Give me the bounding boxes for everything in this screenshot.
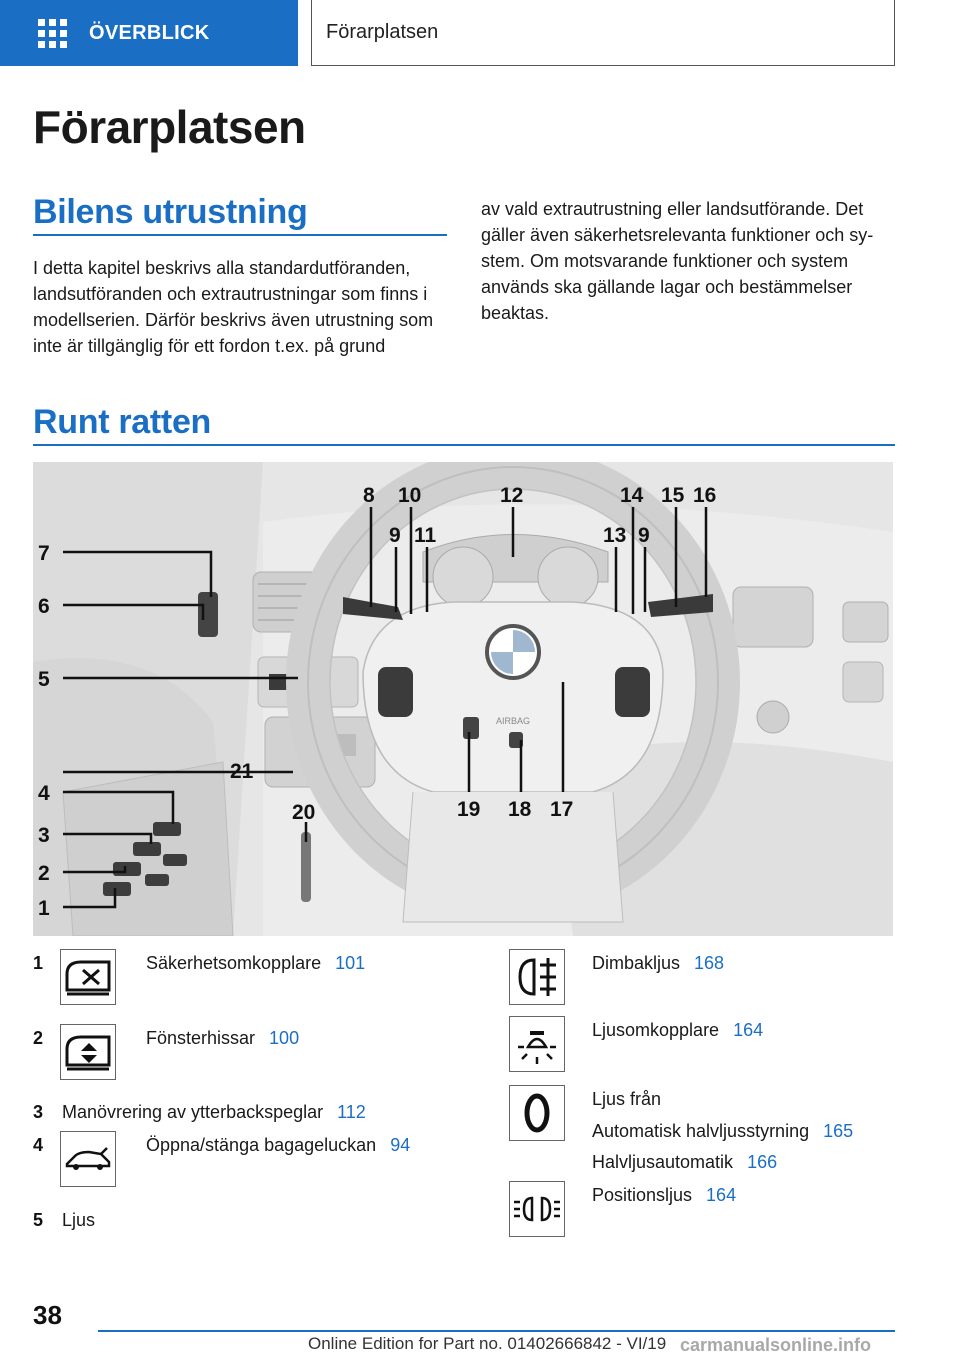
callout-9-left: 9 [389,524,401,547]
legend-item [592,1121,853,1142]
callout-7: 7 [38,542,50,565]
tailgate-icon [60,1131,116,1187]
breadcrumb: Förarplatsen [311,0,895,66]
legend-item [146,1135,410,1156]
legend-label: Ljus från [592,1089,662,1109]
legend-label: Automatisk halvljusstyrning [592,1121,810,1141]
section-heading-bilens-utrustning: Bilens utrustning [33,193,308,231]
legend-item [146,1028,299,1049]
light-switch-icon [509,1016,565,1072]
callout-1: 1 [38,897,50,920]
page-reference-link[interactable]: 166 [747,1152,778,1172]
legend-item [592,1152,777,1173]
legend-label: Ljus [62,1210,96,1230]
callout-12: 12 [500,484,524,507]
grid-menu-icon [38,19,67,48]
footer-rule [98,1330,895,1332]
callout-21: 21 [230,760,254,783]
callout-4: 4 [38,782,50,805]
callout-8: 8 [363,484,375,507]
callout-13: 13 [603,524,627,547]
page-reference-link[interactable]: 168 [694,953,725,973]
rear-fog-light-icon [509,949,565,1005]
page-reference-link[interactable]: 94 [390,1135,411,1155]
callout-9-right: 9 [638,524,650,547]
section-tab-label: ÖVERBLICK [89,21,210,44]
legend-label: Säkerhetsomkopplare [146,953,322,973]
legend-item [592,1089,661,1110]
callout-20: 20 [292,801,316,824]
callout-19: 19 [457,798,481,821]
legend-label: Öppna/stänga bagageluckan [146,1135,377,1155]
legend-item [146,953,365,974]
legend-label: Fönsterhissar [146,1028,256,1048]
legend-label: Positionsljus [592,1185,693,1205]
section-tab-overblick[interactable] [0,0,298,66]
light-off-icon [509,1085,565,1141]
legend-number: 5 [33,1210,44,1230]
legend-item [592,953,724,974]
legend-item [592,1020,763,1041]
page-reference-link[interactable]: 100 [269,1028,300,1048]
callout-18: 18 [508,798,532,821]
window-lock-switch-icon [60,949,116,1005]
callout-3: 3 [38,824,50,847]
section-heading-runt-ratten: Runt ratten [33,403,212,441]
callout-11: 11 [414,524,437,547]
page-reference-link[interactable]: 101 [335,953,366,973]
callout-14: 14 [620,484,644,507]
page-title: Förarplatsen [33,101,306,153]
page-number: 38 [33,1300,62,1330]
callout-10: 10 [398,484,422,507]
legend-label: Manövrering av ytterbackspeglar [62,1102,324,1122]
callout-16: 16 [693,484,717,507]
watermark: carmanualsonline.info [680,1335,872,1355]
legend-item [592,1185,736,1206]
page-reference-link[interactable]: 164 [733,1020,764,1040]
callout-5: 5 [38,668,50,691]
callout-6: 6 [38,595,50,618]
cockpit-illustration [33,462,893,936]
section-rule [33,444,895,446]
page-reference-link[interactable]: 164 [706,1185,737,1205]
page-reference-link[interactable]: 112 [337,1102,366,1122]
legend-label: Ljusomkopplare [592,1020,720,1040]
intro-paragraph-left: I detta kapitel beskrivs alla standardutföranden, landsutföranden och extrautrustningar som finns i modellserien. Därför beskrivs även utrustning som inte är tillgänglig för ett fordon t.ex. på grund [33,258,434,356]
page-reference-link[interactable]: 165 [823,1121,854,1141]
callout-17: 17 [550,798,574,821]
intro-paragraph-right: av vald extrautrustning eller landsutförande. Det gäller även säkerhetsrelevanta funktioner och sy-stem. Om motsvarande funktioner och system används ska gällande lagar och bestämmelser beaktas. [481,199,874,323]
power-window-icon [60,1024,116,1080]
legend-item [62,1102,366,1123]
cockpit-drawing [33,462,893,936]
legend-number: 4 [33,1135,44,1155]
legend-item [62,1210,95,1231]
callout-15: 15 [661,484,685,507]
legend-number: 3 [33,1102,44,1122]
callout-2: 2 [38,862,50,885]
airbag-label: AIRBAG [495,716,531,726]
section-rule [33,234,447,236]
legend-number: 2 [33,1028,44,1048]
legend-label: Halvljusautomatik [592,1152,734,1172]
footer-edition: Online Edition for Part no. 01402666842 - VI/19 [308,1334,667,1353]
legend-label: Dimbakljus [592,953,681,973]
legend-number: 1 [33,953,44,973]
parking-light-icon [509,1181,565,1237]
